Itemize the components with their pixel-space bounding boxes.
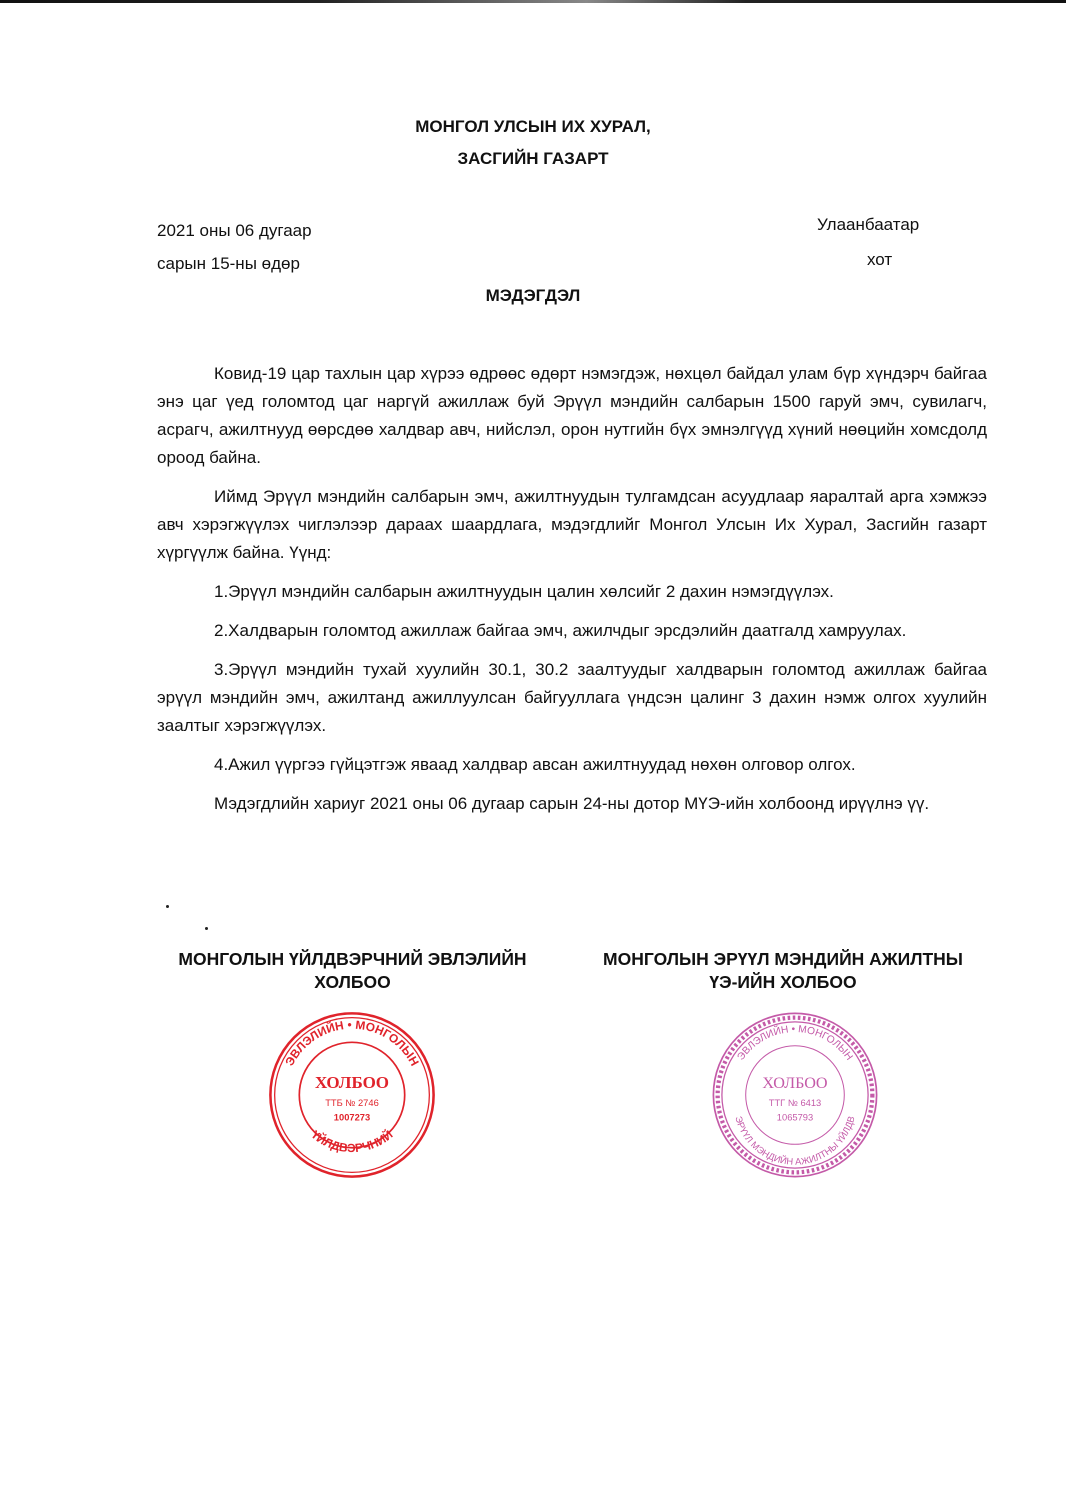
stamp-union-red xyxy=(237,1010,467,1180)
stamp-code-text: 1007273 xyxy=(333,1112,371,1123)
place-line-2: хот xyxy=(867,250,893,269)
scan-speck xyxy=(205,927,208,930)
stamp-health-union-purple-art xyxy=(710,1010,880,1180)
scan-speck xyxy=(166,905,169,908)
stamp-center-text: ХОЛБОО xyxy=(762,1075,828,1093)
addressee-line-1: МОНГОЛ УЛСЫН ИХ ХУРАЛ, xyxy=(415,117,651,136)
demand-item-1: 1.Эрүүл мэндийн салбарын ажилтнуудын цалин хөлсийг 2 дахин нэмэгдүүлэх. xyxy=(214,582,834,601)
stamp-reg-text: ТТГ № 6413 xyxy=(768,1098,822,1109)
stamp-ring-bottom-text: ЭРҮҮЛ МЭНДИЙН АЖИЛТНЫ ҮЙЛДВ xyxy=(733,1115,857,1167)
stamp-center-text: ХОЛБОО xyxy=(314,1073,390,1093)
scan-edge xyxy=(0,0,1066,3)
signatory-1-line-2: ХОЛБОО xyxy=(314,972,391,992)
paragraph-response-deadline: Мэдэгдлийн хариуг 2021 оны 06 дугаар сарын 24-ны дотор МҮЭ-ийн холбоонд ирүүлнэ үү. xyxy=(214,794,930,813)
signatory-1-line-1: МОНГОЛЫН ҮЙЛДВЭРЧНИЙ ЭВЛЭЛИЙН xyxy=(178,949,527,969)
stamp-inner-ring xyxy=(746,1046,845,1145)
stamp-ring-top-text: ЭВЛЭЛИЙН • МОНГОЛЫН xyxy=(735,1024,855,1063)
date-line-2: сарын 15-ны өдөр xyxy=(157,254,300,273)
stamp-union-red-art xyxy=(267,1010,437,1180)
demand-item-2: 2.Халдварын голомтод ажиллаж байгаа эмч, ажилчдыг эрсдэлийн даатгалд хамруулах. xyxy=(214,621,907,640)
addressee-line-2: ЗАСГИЙН ГАЗАРТ xyxy=(457,149,609,168)
document-title: МЭДЭГДЭЛ xyxy=(485,286,581,305)
document-body xyxy=(157,360,987,829)
date-line-1: 2021 оны 06 дугаар xyxy=(157,221,312,240)
stamp-ring xyxy=(722,1022,868,1168)
signatory-2 xyxy=(578,948,988,994)
signatory-1 xyxy=(155,948,550,994)
stamp-ring-bottom-text: ҮЙЛДВЭРЧНИЙ xyxy=(308,1127,396,1156)
paragraph-demands-intro: Иймд Эрүүл мэндийн салбарын эмч, ажилтнуудын тулгамдсан асуудлаар яаралтай арга хэмжээ авч хэрэгжүүлэх чиглэлээр дараах шаардлага, мэдэгдлийг Монгол Улсын Их Хурал, Засгийн газарт хүргүүлж байна. Үүнд: xyxy=(157,487,987,562)
stamp-outer-ring xyxy=(713,1013,876,1176)
signatory-2-line-2: ҮЭ-ИЙН ХОЛБОО xyxy=(709,972,857,992)
demand-item-4: 4.Ажил үүргээ гүйцэтгэж яваад халдвар авсан ажилтнуудад нөхөн олговор олгох. xyxy=(214,755,856,774)
stamp-ring-top-text: ЭВЛЭЛИЙН • МОНГОЛЫН xyxy=(282,1017,422,1069)
paragraph-intro: Ковид-19 цар тахлын цар хүрээ өдрөөс өдөрт нэмэгдэж, нөхцөл байдал улам бүр хүндэрч байгаа энэ цаг үед голомтод цаг наргүй ажиллаж буй Эрүүл мэндийн салбарын 1500 гаруй эмч, сувилагч, асрагч, ажилтнууд өөрсдөө халдвар авч, нийслэл, орон нутгийн бүх эмнэлгүүд хүний нөөцийн хомсдолд ороод байна. xyxy=(157,364,987,467)
stamp-health-union-purple xyxy=(680,1010,910,1180)
stamp-ornament-ring xyxy=(718,1018,873,1173)
demand-item-3: 3.Эрүүл мэндийн тухай хуулийн 30.1, 30.2 заалтуудыг халдварын голомтод ажиллаж байгаа эрүүл мэндийн эмч, ажилтанд ажиллуулсан байгууллага үндсэн цалинг 3 дахин нэмж олгох хуулийн заалтыг хэрэгжүүлэх. xyxy=(157,660,987,735)
stamp-code-text: 1065793 xyxy=(776,1112,814,1123)
stamp-reg-text: ТТБ № 2746 xyxy=(325,1098,379,1109)
signatory-2-line-1: МОНГОЛЫН ЭРҮҮЛ МЭНДИЙН АЖИЛТНЫ xyxy=(603,949,963,969)
place-line-1: Улаанбаатар xyxy=(817,215,920,234)
